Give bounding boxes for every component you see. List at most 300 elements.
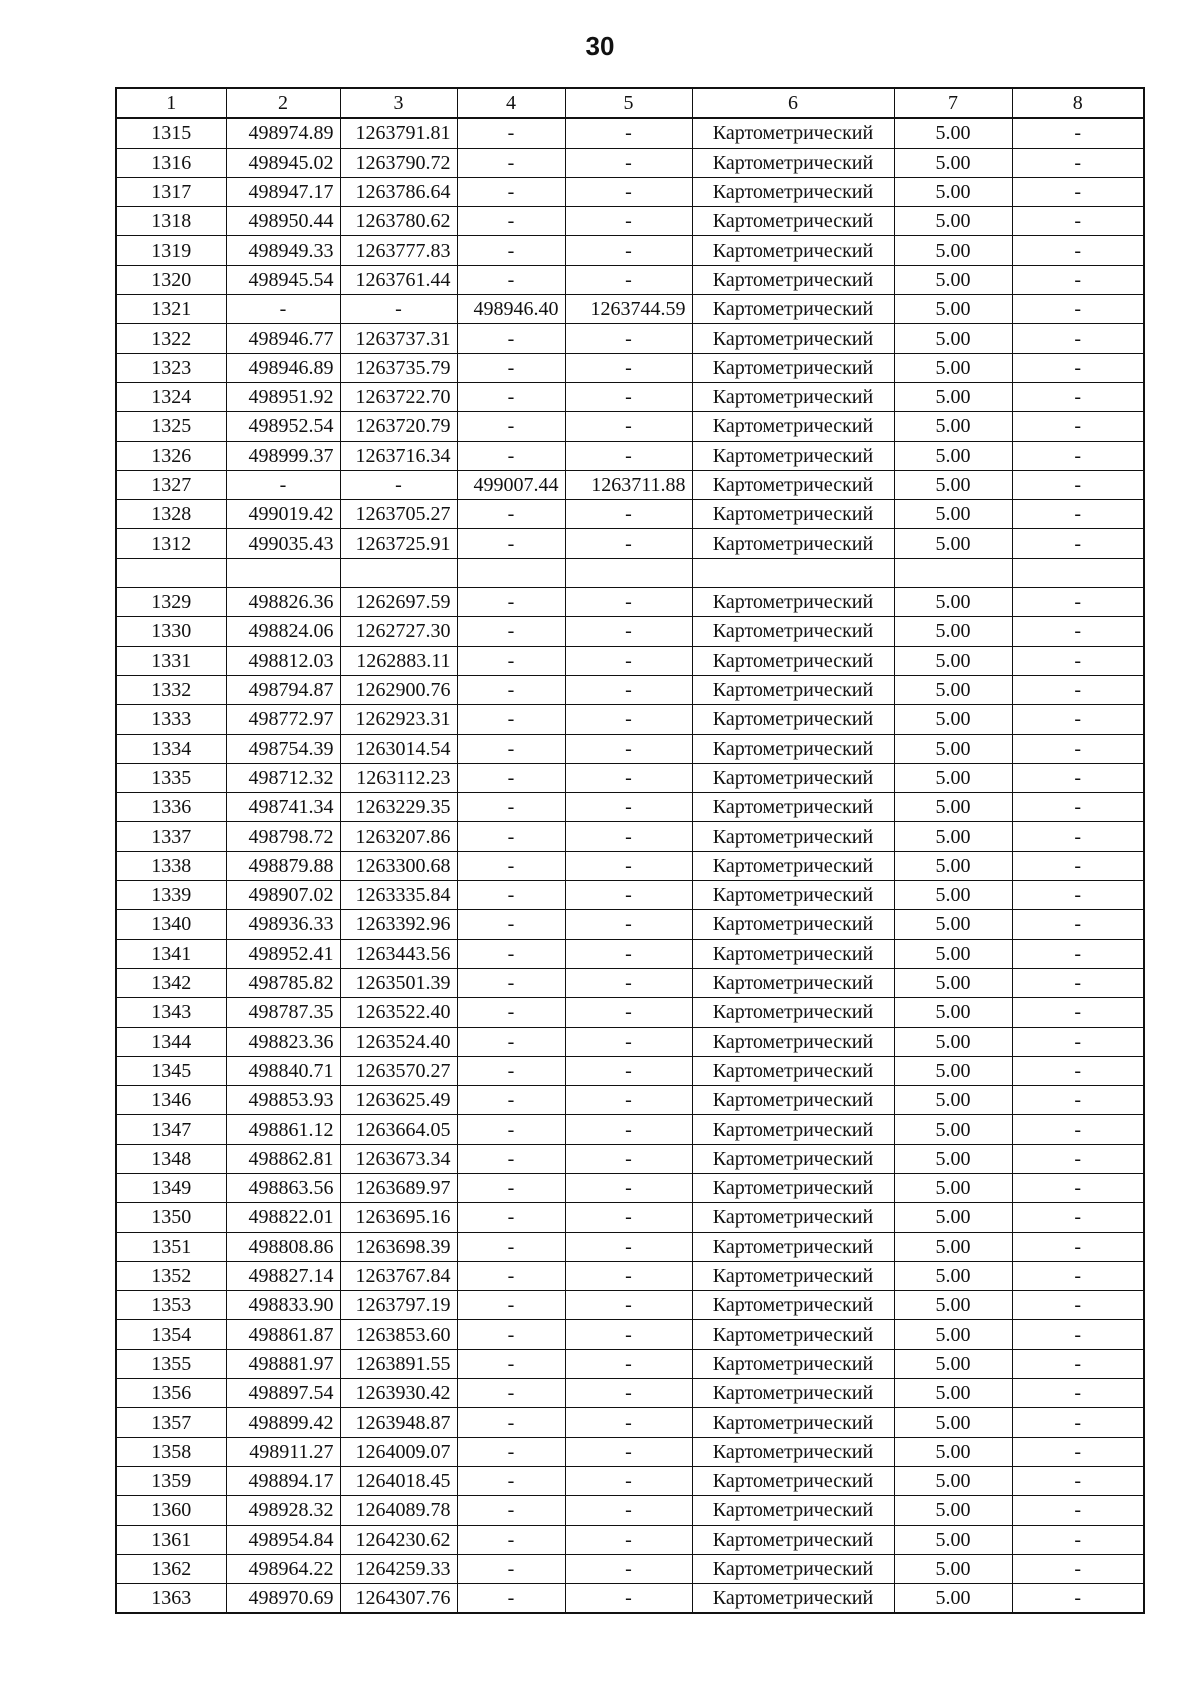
cell-method: Картометрический bbox=[692, 353, 894, 382]
cell-point-number: 1362 bbox=[116, 1554, 226, 1583]
cell-notes: - bbox=[1012, 998, 1144, 1027]
cell-method: Картометрический bbox=[692, 1173, 894, 1202]
cell-notes: - bbox=[1012, 353, 1144, 382]
cell-y-coordinate: 1263698.39 bbox=[340, 1232, 457, 1261]
cell-notes: - bbox=[1012, 1115, 1144, 1144]
cell-point-number: 1315 bbox=[116, 118, 226, 148]
cell-notes: - bbox=[1012, 382, 1144, 411]
table-row bbox=[116, 1349, 1144, 1378]
table-row bbox=[116, 1115, 1144, 1144]
cell-accuracy: 5.00 bbox=[894, 441, 1012, 470]
cell-method: Картометрический bbox=[692, 148, 894, 177]
cell-x-coordinate: 498936.33 bbox=[226, 910, 340, 939]
cell-accuracy: 5.00 bbox=[894, 1525, 1012, 1554]
cell-x-coordinate: 498952.54 bbox=[226, 412, 340, 441]
cell-x-coordinate: 498881.97 bbox=[226, 1349, 340, 1378]
cell-y-coordinate: 1263930.42 bbox=[340, 1379, 457, 1408]
cell-accuracy: 5.00 bbox=[894, 1496, 1012, 1525]
cell-method: Картометрический bbox=[692, 822, 894, 851]
cell-accuracy: 5.00 bbox=[894, 1320, 1012, 1349]
cell-y-coordinate: 1263524.40 bbox=[340, 1027, 457, 1056]
cell-new-x: - bbox=[457, 910, 565, 939]
table-body bbox=[116, 118, 1144, 1613]
table-row bbox=[116, 441, 1144, 470]
cell-new-y bbox=[565, 558, 692, 587]
cell-new-y: - bbox=[565, 939, 692, 968]
table-row bbox=[116, 265, 1144, 294]
cell-point-number: 1343 bbox=[116, 998, 226, 1027]
cell-new-y: - bbox=[565, 1437, 692, 1466]
cell-accuracy: 5.00 bbox=[894, 1437, 1012, 1466]
cell-x-coordinate: 499019.42 bbox=[226, 500, 340, 529]
cell-y-coordinate: 1263948.87 bbox=[340, 1408, 457, 1437]
cell-notes: - bbox=[1012, 1320, 1144, 1349]
table-row bbox=[116, 1320, 1144, 1349]
cell-new-x: - bbox=[457, 1466, 565, 1495]
cell-accuracy: 5.00 bbox=[894, 881, 1012, 910]
cell-new-y: - bbox=[565, 793, 692, 822]
cell-new-x: - bbox=[457, 1173, 565, 1202]
cell-point-number: 1348 bbox=[116, 1144, 226, 1173]
cell-new-x bbox=[457, 558, 565, 587]
table-row bbox=[116, 734, 1144, 763]
cell-method: Картометрический bbox=[692, 1466, 894, 1495]
cell-point-number: 1346 bbox=[116, 1086, 226, 1115]
cell-y-coordinate: 1263735.79 bbox=[340, 353, 457, 382]
table-row bbox=[116, 646, 1144, 675]
cell-notes: - bbox=[1012, 968, 1144, 997]
cell-new-x: - bbox=[457, 1525, 565, 1554]
cell-point-number bbox=[116, 558, 226, 587]
cell-method: Картометрический bbox=[692, 998, 894, 1027]
cell-new-y: - bbox=[565, 617, 692, 646]
cell-point-number: 1326 bbox=[116, 441, 226, 470]
cell-accuracy: 5.00 bbox=[894, 734, 1012, 763]
cell-y-coordinate: 1263705.27 bbox=[340, 500, 457, 529]
cell-y-coordinate: 1263695.16 bbox=[340, 1203, 457, 1232]
cell-notes: - bbox=[1012, 617, 1144, 646]
cell-x-coordinate: 498946.89 bbox=[226, 353, 340, 382]
cell-accuracy: 5.00 bbox=[894, 763, 1012, 792]
cell-new-x: - bbox=[457, 500, 565, 529]
cell-y-coordinate: 1263720.79 bbox=[340, 412, 457, 441]
cell-method: Картометрический bbox=[692, 1086, 894, 1115]
cell-notes: - bbox=[1012, 265, 1144, 294]
cell-x-coordinate: 498949.33 bbox=[226, 236, 340, 265]
cell-accuracy: 5.00 bbox=[894, 500, 1012, 529]
cell-new-x: - bbox=[457, 1584, 565, 1614]
cell-new-x: - bbox=[457, 763, 565, 792]
cell-notes: - bbox=[1012, 1408, 1144, 1437]
cell-point-number: 1332 bbox=[116, 675, 226, 704]
table-row bbox=[116, 1554, 1144, 1583]
cell-accuracy bbox=[894, 558, 1012, 587]
cell-x-coordinate: 498822.01 bbox=[226, 1203, 340, 1232]
cell-new-y: - bbox=[565, 412, 692, 441]
cell-method: Картометрический bbox=[692, 1056, 894, 1085]
cell-y-coordinate: 1263891.55 bbox=[340, 1349, 457, 1378]
table-row bbox=[116, 1203, 1144, 1232]
cell-new-x: - bbox=[457, 1027, 565, 1056]
table-row bbox=[116, 500, 1144, 529]
cell-notes: - bbox=[1012, 939, 1144, 968]
cell-accuracy: 5.00 bbox=[894, 1584, 1012, 1614]
cell-y-coordinate: - bbox=[340, 470, 457, 499]
cell-y-coordinate: 1264230.62 bbox=[340, 1525, 457, 1554]
cell-new-y: - bbox=[565, 1466, 692, 1495]
cell-point-number: 1342 bbox=[116, 968, 226, 997]
table-row bbox=[116, 910, 1144, 939]
table-row bbox=[116, 295, 1144, 324]
cell-notes: - bbox=[1012, 1496, 1144, 1525]
table-row bbox=[116, 705, 1144, 734]
cell-method: Картометрический bbox=[692, 1349, 894, 1378]
cell-new-x: - bbox=[457, 705, 565, 734]
cell-x-coordinate: 498861.12 bbox=[226, 1115, 340, 1144]
cell-new-x: - bbox=[457, 881, 565, 910]
cell-method: Картометрический bbox=[692, 675, 894, 704]
cell-method: Картометрический bbox=[692, 207, 894, 236]
table-row bbox=[116, 1261, 1144, 1290]
cell-notes: - bbox=[1012, 177, 1144, 206]
cell-accuracy: 5.00 bbox=[894, 1232, 1012, 1261]
cell-x-coordinate: 498712.32 bbox=[226, 763, 340, 792]
cell-new-y: - bbox=[565, 881, 692, 910]
cell-method: Картометрический bbox=[692, 382, 894, 411]
table-row bbox=[116, 353, 1144, 382]
cell-method: Картометрический bbox=[692, 968, 894, 997]
cell-x-coordinate: - bbox=[226, 295, 340, 324]
cell-new-x: - bbox=[457, 793, 565, 822]
cell-new-y: - bbox=[565, 382, 692, 411]
cell-x-coordinate: 498897.54 bbox=[226, 1379, 340, 1408]
cell-new-y: - bbox=[565, 1349, 692, 1378]
cell-x-coordinate: 498833.90 bbox=[226, 1291, 340, 1320]
cell-accuracy: 5.00 bbox=[894, 998, 1012, 1027]
cell-y-coordinate: - bbox=[340, 295, 457, 324]
cell-x-coordinate: 498741.34 bbox=[226, 793, 340, 822]
table-row bbox=[116, 1173, 1144, 1202]
cell-notes: - bbox=[1012, 529, 1144, 558]
cell-point-number: 1331 bbox=[116, 646, 226, 675]
table-row bbox=[116, 1466, 1144, 1495]
cell-new-x: - bbox=[457, 1232, 565, 1261]
cell-new-x: - bbox=[457, 236, 565, 265]
cell-accuracy: 5.00 bbox=[894, 588, 1012, 617]
cell-y-coordinate: 1263443.56 bbox=[340, 939, 457, 968]
cell-point-number: 1319 bbox=[116, 236, 226, 265]
table-row bbox=[116, 529, 1144, 558]
cell-point-number: 1350 bbox=[116, 1203, 226, 1232]
table-row bbox=[116, 1056, 1144, 1085]
cell-y-coordinate: 1263761.44 bbox=[340, 265, 457, 294]
cell-method: Картометрический bbox=[692, 118, 894, 148]
cell-point-number: 1316 bbox=[116, 148, 226, 177]
cell-point-number: 1333 bbox=[116, 705, 226, 734]
cell-new-x: - bbox=[457, 1203, 565, 1232]
cell-method: Картометрический bbox=[692, 295, 894, 324]
cell-notes: - bbox=[1012, 793, 1144, 822]
cell-new-y: - bbox=[565, 1056, 692, 1085]
cell-accuracy: 5.00 bbox=[894, 177, 1012, 206]
cell-new-x: - bbox=[457, 822, 565, 851]
cell-new-x: - bbox=[457, 1291, 565, 1320]
cell-accuracy: 5.00 bbox=[894, 910, 1012, 939]
cell-new-x: - bbox=[457, 1554, 565, 1583]
cell-accuracy: 5.00 bbox=[894, 1056, 1012, 1085]
cell-method: Картометрический bbox=[692, 910, 894, 939]
cell-method: Картометрический bbox=[692, 1496, 894, 1525]
cell-new-y: 1263711.88 bbox=[565, 470, 692, 499]
cell-method: Картометрический bbox=[692, 1408, 894, 1437]
table-row bbox=[116, 1584, 1144, 1614]
cell-notes: - bbox=[1012, 1261, 1144, 1290]
cell-method: Картометрический bbox=[692, 793, 894, 822]
cell-accuracy: 5.00 bbox=[894, 1466, 1012, 1495]
cell-point-number: 1344 bbox=[116, 1027, 226, 1056]
cell-new-y: - bbox=[565, 675, 692, 704]
cell-new-y: - bbox=[565, 910, 692, 939]
cell-method: Картометрический bbox=[692, 1144, 894, 1173]
cell-x-coordinate: 498970.69 bbox=[226, 1584, 340, 1614]
cell-y-coordinate: 1262697.59 bbox=[340, 588, 457, 617]
cell-y-coordinate: 1263716.34 bbox=[340, 441, 457, 470]
cell-new-y: - bbox=[565, 734, 692, 763]
table-row bbox=[116, 470, 1144, 499]
cell-y-coordinate: 1263780.62 bbox=[340, 207, 457, 236]
cell-notes: - bbox=[1012, 588, 1144, 617]
cell-point-number: 1360 bbox=[116, 1496, 226, 1525]
table-row bbox=[116, 968, 1144, 997]
cell-new-y: - bbox=[565, 148, 692, 177]
cell-new-y: - bbox=[565, 500, 692, 529]
table-row bbox=[116, 1144, 1144, 1173]
cell-notes: - bbox=[1012, 763, 1144, 792]
cell-accuracy: 5.00 bbox=[894, 793, 1012, 822]
cell-new-y: - bbox=[565, 763, 692, 792]
cell-new-x: - bbox=[457, 939, 565, 968]
cell-accuracy: 5.00 bbox=[894, 382, 1012, 411]
cell-point-number: 1363 bbox=[116, 1584, 226, 1614]
cell-new-x: - bbox=[457, 1115, 565, 1144]
cell-new-y: - bbox=[565, 705, 692, 734]
cell-new-x: - bbox=[457, 851, 565, 880]
cell-accuracy: 5.00 bbox=[894, 968, 1012, 997]
cell-notes: - bbox=[1012, 470, 1144, 499]
cell-point-number: 1351 bbox=[116, 1232, 226, 1261]
cell-accuracy: 5.00 bbox=[894, 324, 1012, 353]
cell-point-number: 1320 bbox=[116, 265, 226, 294]
cell-x-coordinate: 498974.89 bbox=[226, 118, 340, 148]
column-header-7: 7 bbox=[894, 88, 1012, 118]
cell-y-coordinate: 1264009.07 bbox=[340, 1437, 457, 1466]
table-row bbox=[116, 617, 1144, 646]
cell-x-coordinate: 498823.36 bbox=[226, 1027, 340, 1056]
cell-y-coordinate: 1263625.49 bbox=[340, 1086, 457, 1115]
cell-notes: - bbox=[1012, 412, 1144, 441]
cell-accuracy: 5.00 bbox=[894, 295, 1012, 324]
cell-accuracy: 5.00 bbox=[894, 1173, 1012, 1202]
cell-point-number: 1323 bbox=[116, 353, 226, 382]
cell-y-coordinate: 1264018.45 bbox=[340, 1466, 457, 1495]
cell-method: Картометрический bbox=[692, 588, 894, 617]
cell-method: Картометрический bbox=[692, 412, 894, 441]
cell-accuracy: 5.00 bbox=[894, 1291, 1012, 1320]
cell-new-y: - bbox=[565, 1379, 692, 1408]
cell-x-coordinate: 498947.17 bbox=[226, 177, 340, 206]
cell-notes: - bbox=[1012, 646, 1144, 675]
cell-accuracy: 5.00 bbox=[894, 236, 1012, 265]
cell-notes: - bbox=[1012, 1232, 1144, 1261]
cell-accuracy: 5.00 bbox=[894, 1203, 1012, 1232]
cell-new-y: - bbox=[565, 1496, 692, 1525]
cell-notes: - bbox=[1012, 1056, 1144, 1085]
cell-new-x: - bbox=[457, 207, 565, 236]
table-row bbox=[116, 1437, 1144, 1466]
cell-new-x: - bbox=[457, 1261, 565, 1290]
cell-y-coordinate: 1263722.70 bbox=[340, 382, 457, 411]
cell-x-coordinate: 498824.06 bbox=[226, 617, 340, 646]
cell-new-x: - bbox=[457, 148, 565, 177]
cell-new-x: - bbox=[457, 265, 565, 294]
cell-notes: - bbox=[1012, 236, 1144, 265]
cell-new-y: - bbox=[565, 1144, 692, 1173]
cell-method: Картометрический bbox=[692, 324, 894, 353]
cell-new-x: - bbox=[457, 1349, 565, 1378]
cell-new-y: - bbox=[565, 1086, 692, 1115]
cell-notes: - bbox=[1012, 324, 1144, 353]
cell-y-coordinate: 1263570.27 bbox=[340, 1056, 457, 1085]
cell-notes: - bbox=[1012, 734, 1144, 763]
cell-notes: - bbox=[1012, 851, 1144, 880]
table-row bbox=[116, 412, 1144, 441]
cell-notes: - bbox=[1012, 1379, 1144, 1408]
cell-method: Картометрический bbox=[692, 851, 894, 880]
cell-point-number: 1318 bbox=[116, 207, 226, 236]
cell-x-coordinate: 498754.39 bbox=[226, 734, 340, 763]
cell-accuracy: 5.00 bbox=[894, 470, 1012, 499]
column-header-2: 2 bbox=[226, 88, 340, 118]
cell-accuracy: 5.00 bbox=[894, 1379, 1012, 1408]
cell-new-y: - bbox=[565, 265, 692, 294]
column-header-4: 4 bbox=[457, 88, 565, 118]
cell-new-y: - bbox=[565, 1173, 692, 1202]
cell-x-coordinate: 498840.71 bbox=[226, 1056, 340, 1085]
cell-x-coordinate: 498808.86 bbox=[226, 1232, 340, 1261]
table-row bbox=[116, 1496, 1144, 1525]
cell-accuracy: 5.00 bbox=[894, 939, 1012, 968]
cell-x-coordinate: 498945.02 bbox=[226, 148, 340, 177]
cell-point-number: 1336 bbox=[116, 793, 226, 822]
table-row bbox=[116, 939, 1144, 968]
cell-method: Картометрический bbox=[692, 470, 894, 499]
cell-notes: - bbox=[1012, 1437, 1144, 1466]
cell-point-number: 1322 bbox=[116, 324, 226, 353]
cell-x-coordinate: 498964.22 bbox=[226, 1554, 340, 1583]
table-row bbox=[116, 675, 1144, 704]
cell-notes: - bbox=[1012, 148, 1144, 177]
cell-point-number: 1352 bbox=[116, 1261, 226, 1290]
cell-accuracy: 5.00 bbox=[894, 148, 1012, 177]
cell-new-y: - bbox=[565, 207, 692, 236]
cell-method: Картометрический bbox=[692, 1554, 894, 1583]
cell-notes: - bbox=[1012, 881, 1144, 910]
cell-new-y: - bbox=[565, 588, 692, 617]
cell-accuracy: 5.00 bbox=[894, 207, 1012, 236]
cell-point-number: 1327 bbox=[116, 470, 226, 499]
cell-new-x: - bbox=[457, 529, 565, 558]
cell-new-y: - bbox=[565, 1203, 692, 1232]
cell-x-coordinate: 498861.87 bbox=[226, 1320, 340, 1349]
table-row bbox=[116, 822, 1144, 851]
cell-method: Картометрический bbox=[692, 500, 894, 529]
cell-y-coordinate: 1263112.23 bbox=[340, 763, 457, 792]
cell-notes: - bbox=[1012, 441, 1144, 470]
cell-point-number: 1353 bbox=[116, 1291, 226, 1320]
cell-point-number: 1356 bbox=[116, 1379, 226, 1408]
cell-method: Картометрический bbox=[692, 646, 894, 675]
cell-new-y: - bbox=[565, 236, 692, 265]
cell-notes: - bbox=[1012, 675, 1144, 704]
cell-new-x: - bbox=[457, 675, 565, 704]
cell-accuracy: 5.00 bbox=[894, 1349, 1012, 1378]
cell-notes: - bbox=[1012, 910, 1144, 939]
cell-accuracy: 5.00 bbox=[894, 646, 1012, 675]
cell-y-coordinate: 1263501.39 bbox=[340, 968, 457, 997]
cell-accuracy: 5.00 bbox=[894, 705, 1012, 734]
cell-y-coordinate: 1263335.84 bbox=[340, 881, 457, 910]
cell-point-number: 1337 bbox=[116, 822, 226, 851]
cell-new-y: - bbox=[565, 1584, 692, 1614]
cell-x-coordinate bbox=[226, 558, 340, 587]
cell-y-coordinate: 1264089.78 bbox=[340, 1496, 457, 1525]
cell-x-coordinate: 498862.81 bbox=[226, 1144, 340, 1173]
cell-point-number: 1345 bbox=[116, 1056, 226, 1085]
cell-point-number: 1357 bbox=[116, 1408, 226, 1437]
cell-y-coordinate: 1264307.76 bbox=[340, 1584, 457, 1614]
table-row bbox=[116, 236, 1144, 265]
cell-new-y: - bbox=[565, 1115, 692, 1144]
table-row bbox=[116, 881, 1144, 910]
cell-accuracy: 5.00 bbox=[894, 353, 1012, 382]
cell-point-number: 1339 bbox=[116, 881, 226, 910]
cell-x-coordinate: 498827.14 bbox=[226, 1261, 340, 1290]
cell-y-coordinate: 1263664.05 bbox=[340, 1115, 457, 1144]
cell-method: Картометрический bbox=[692, 1320, 894, 1349]
cell-point-number: 1355 bbox=[116, 1349, 226, 1378]
cell-new-x: - bbox=[457, 412, 565, 441]
cell-notes: - bbox=[1012, 1554, 1144, 1583]
cell-method: Картометрический bbox=[692, 177, 894, 206]
cell-method: Картометрический bbox=[692, 265, 894, 294]
cell-point-number: 1325 bbox=[116, 412, 226, 441]
cell-method bbox=[692, 558, 894, 587]
cell-notes: - bbox=[1012, 1291, 1144, 1320]
cell-new-y: - bbox=[565, 1232, 692, 1261]
cell-accuracy: 5.00 bbox=[894, 617, 1012, 646]
cell-y-coordinate: 1263786.64 bbox=[340, 177, 457, 206]
cell-x-coordinate: 498999.37 bbox=[226, 441, 340, 470]
cell-y-coordinate: 1264259.33 bbox=[340, 1554, 457, 1583]
cell-point-number: 1312 bbox=[116, 529, 226, 558]
cell-new-x: - bbox=[457, 1437, 565, 1466]
table-row bbox=[116, 851, 1144, 880]
cell-x-coordinate: 498950.44 bbox=[226, 207, 340, 236]
table-row bbox=[116, 1027, 1144, 1056]
cell-new-y: 1263744.59 bbox=[565, 295, 692, 324]
cell-y-coordinate: 1263673.34 bbox=[340, 1144, 457, 1173]
cell-new-x: - bbox=[457, 968, 565, 997]
